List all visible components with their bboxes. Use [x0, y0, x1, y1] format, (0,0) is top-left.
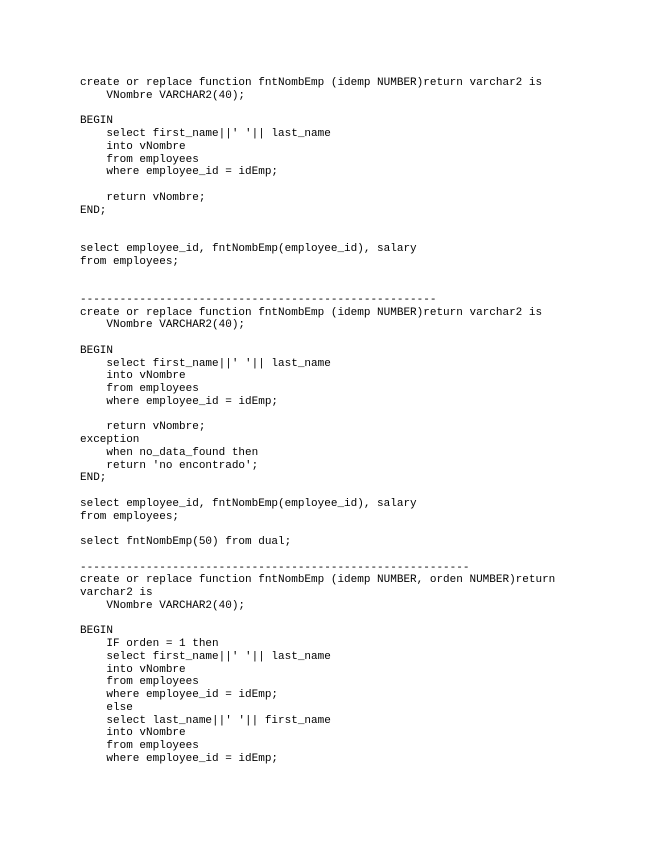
code-line: select fntNombEmp(50) from dual;	[80, 536, 292, 548]
code-line: VNombre VARCHAR2(40);	[80, 89, 246, 102]
code-line: ------------------------------------------------------	[80, 293, 437, 306]
code-line: into vNombre	[80, 370, 186, 383]
blank-line	[80, 485, 640, 498]
code-line: select employee_id, fntNombEmp(employee_id), salary	[80, 497, 417, 510]
code-line: VNombre VARCHAR2(40);	[80, 319, 246, 332]
code-listing	[80, 77, 640, 766]
code-line: into vNombre	[80, 140, 186, 153]
code-line: from employees	[80, 676, 199, 689]
code-line: END;	[80, 472, 107, 485]
blank-line	[80, 103, 640, 116]
code-line: select first_name||' '|| last_name	[80, 357, 331, 370]
code-line: from employees;	[80, 510, 180, 523]
code-line: BEGIN	[80, 115, 114, 128]
code-line: from employees	[80, 383, 199, 395]
code-line: VNombre VARCHAR2(40);	[80, 599, 246, 612]
blank-line	[80, 281, 640, 294]
code-line: where employee_id = idEmp;	[80, 166, 279, 179]
code-line: from employees	[80, 153, 199, 166]
code-line: BEGIN	[80, 344, 114, 357]
code-line: when no_data_found then	[80, 446, 259, 459]
blank-line	[80, 409, 640, 422]
code-line: END;	[80, 204, 107, 217]
blank-line	[80, 332, 640, 345]
blank-line	[80, 523, 640, 536]
blank-line	[80, 613, 640, 626]
code-line: IF orden = 1 then	[80, 638, 219, 650]
blank-line	[80, 549, 640, 562]
blank-line	[80, 230, 640, 243]
code-line: select first_name||' '|| last_name	[80, 128, 331, 140]
code-line: from employees;	[80, 255, 180, 268]
code-line: varchar2 is	[80, 587, 153, 599]
code-line: return vNombre;	[80, 421, 206, 434]
code-line: where employee_id = idEmp;	[80, 395, 279, 408]
blank-line	[80, 217, 640, 230]
code-line: select first_name||' '|| last_name	[80, 650, 331, 663]
code-line: BEGIN	[80, 625, 114, 638]
code-line: where employee_id = idEmp;	[80, 752, 279, 765]
code-line: where employee_id = idEmp;	[80, 689, 279, 701]
blank-line	[80, 268, 640, 281]
code-line: from employees	[80, 740, 199, 752]
code-line: select last_name||' '|| first_name	[80, 714, 331, 727]
code-line: exception	[80, 434, 140, 446]
code-line: into vNombre	[80, 663, 186, 676]
code-line: return vNombre;	[80, 191, 206, 204]
code-line: create or replace function fntNombEmp (idemp NUMBER, orden NUMBER)return	[80, 574, 556, 587]
code-line: into vNombre	[80, 727, 186, 740]
code-line: else	[80, 701, 133, 714]
code-line: -----------------------------------------------------------	[80, 561, 470, 574]
code-line: select employee_id, fntNombEmp(employee_id), salary	[80, 242, 417, 255]
code-line: return 'no encontrado';	[80, 459, 259, 472]
blank-line	[80, 179, 640, 192]
code-line: create or replace function fntNombEmp (idemp NUMBER)return varchar2 is	[80, 77, 543, 89]
code-line: create or replace function fntNombEmp (idemp NUMBER)return varchar2 is	[80, 306, 543, 319]
